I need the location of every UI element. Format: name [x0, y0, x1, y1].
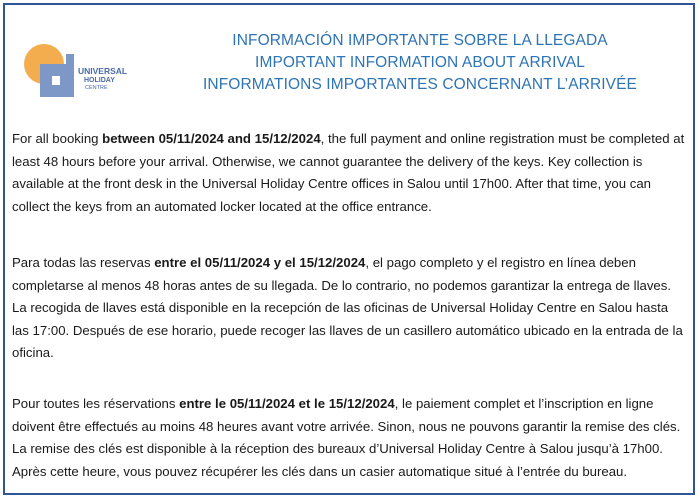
- logo-text-universal: UNIVERSAL: [78, 66, 128, 76]
- title-spanish: INFORMACIÓN IMPORTANTE SOBRE LA LLEGADA: [232, 32, 608, 49]
- paragraph-spanish: [12, 252, 688, 365]
- paragraph-spanish-text-start: Para todas las reservas: [12, 255, 155, 270]
- paragraph-french-text-rest: , le paiement complet et l’inscription en ligne doivent être effectués au moins 48 heures avant votre arrivée. Sinon, nous ne pouvons garantir la remise des clés. La remise des clés est disponible à la réception des bureaux d’Universal Holiday Centre à Salou jusqu’à 17h00. Après cette heure, vous pouvez récupérer les clés dans un casier automatique situé à l’entrée du bureau.: [12, 396, 681, 479]
- paragraph-english-text-start: For all booking: [12, 131, 103, 146]
- paragraph-english: [12, 128, 688, 218]
- paragraph-french-text-start: Pour toutes les réservations: [12, 396, 180, 411]
- title-french: INFORMATIONS IMPORTANTES CONCERNANT L’ARRIVÉE: [203, 76, 637, 93]
- paragraph-french: [12, 393, 688, 483]
- paragraph-spanish-dates: entre el 05/11/2024 y el 15/12/2024: [154, 255, 366, 270]
- paragraph-spanish-text-rest: , el pago completo y el registro en línea deben completarse al menos 48 horas antes de su llegada. De lo contrario, no podemos garantizar la entrega de llaves. La recogida de llaves está disponible en la recepción de las oficinas de Universal Holiday Centre en Salou hasta las 17:00. Después de ese horario, puede recoger las llaves de un casillero automático ubicado en la entrada de la oficina.: [12, 255, 683, 360]
- paragraph-english-text-rest: , the full payment and online registration must be completed at least 48 hours before your arrival. Otherwise, we cannot guarantee the delivery of the keys. Key collection is available at the front desk in the Universal Holiday Centre offices in Salou until 17h00. After that time, you can collect the keys from an automated locker located at the office entrance.: [12, 131, 685, 214]
- page-title: [150, 30, 690, 96]
- logo-text-holiday: HOLIDAY: [84, 77, 115, 84]
- universal-holiday-centre-logo: [22, 42, 134, 100]
- title-english: IMPORTANT INFORMATION ABOUT ARRIVAL: [255, 54, 585, 71]
- paragraph-french-dates: entre le 05/11/2024 et le 15/12/2024: [179, 396, 395, 411]
- logo-text-centre: CENTRE: [85, 85, 108, 91]
- paragraph-english-dates: between 05/11/2024 and 15/12/2024: [102, 131, 321, 146]
